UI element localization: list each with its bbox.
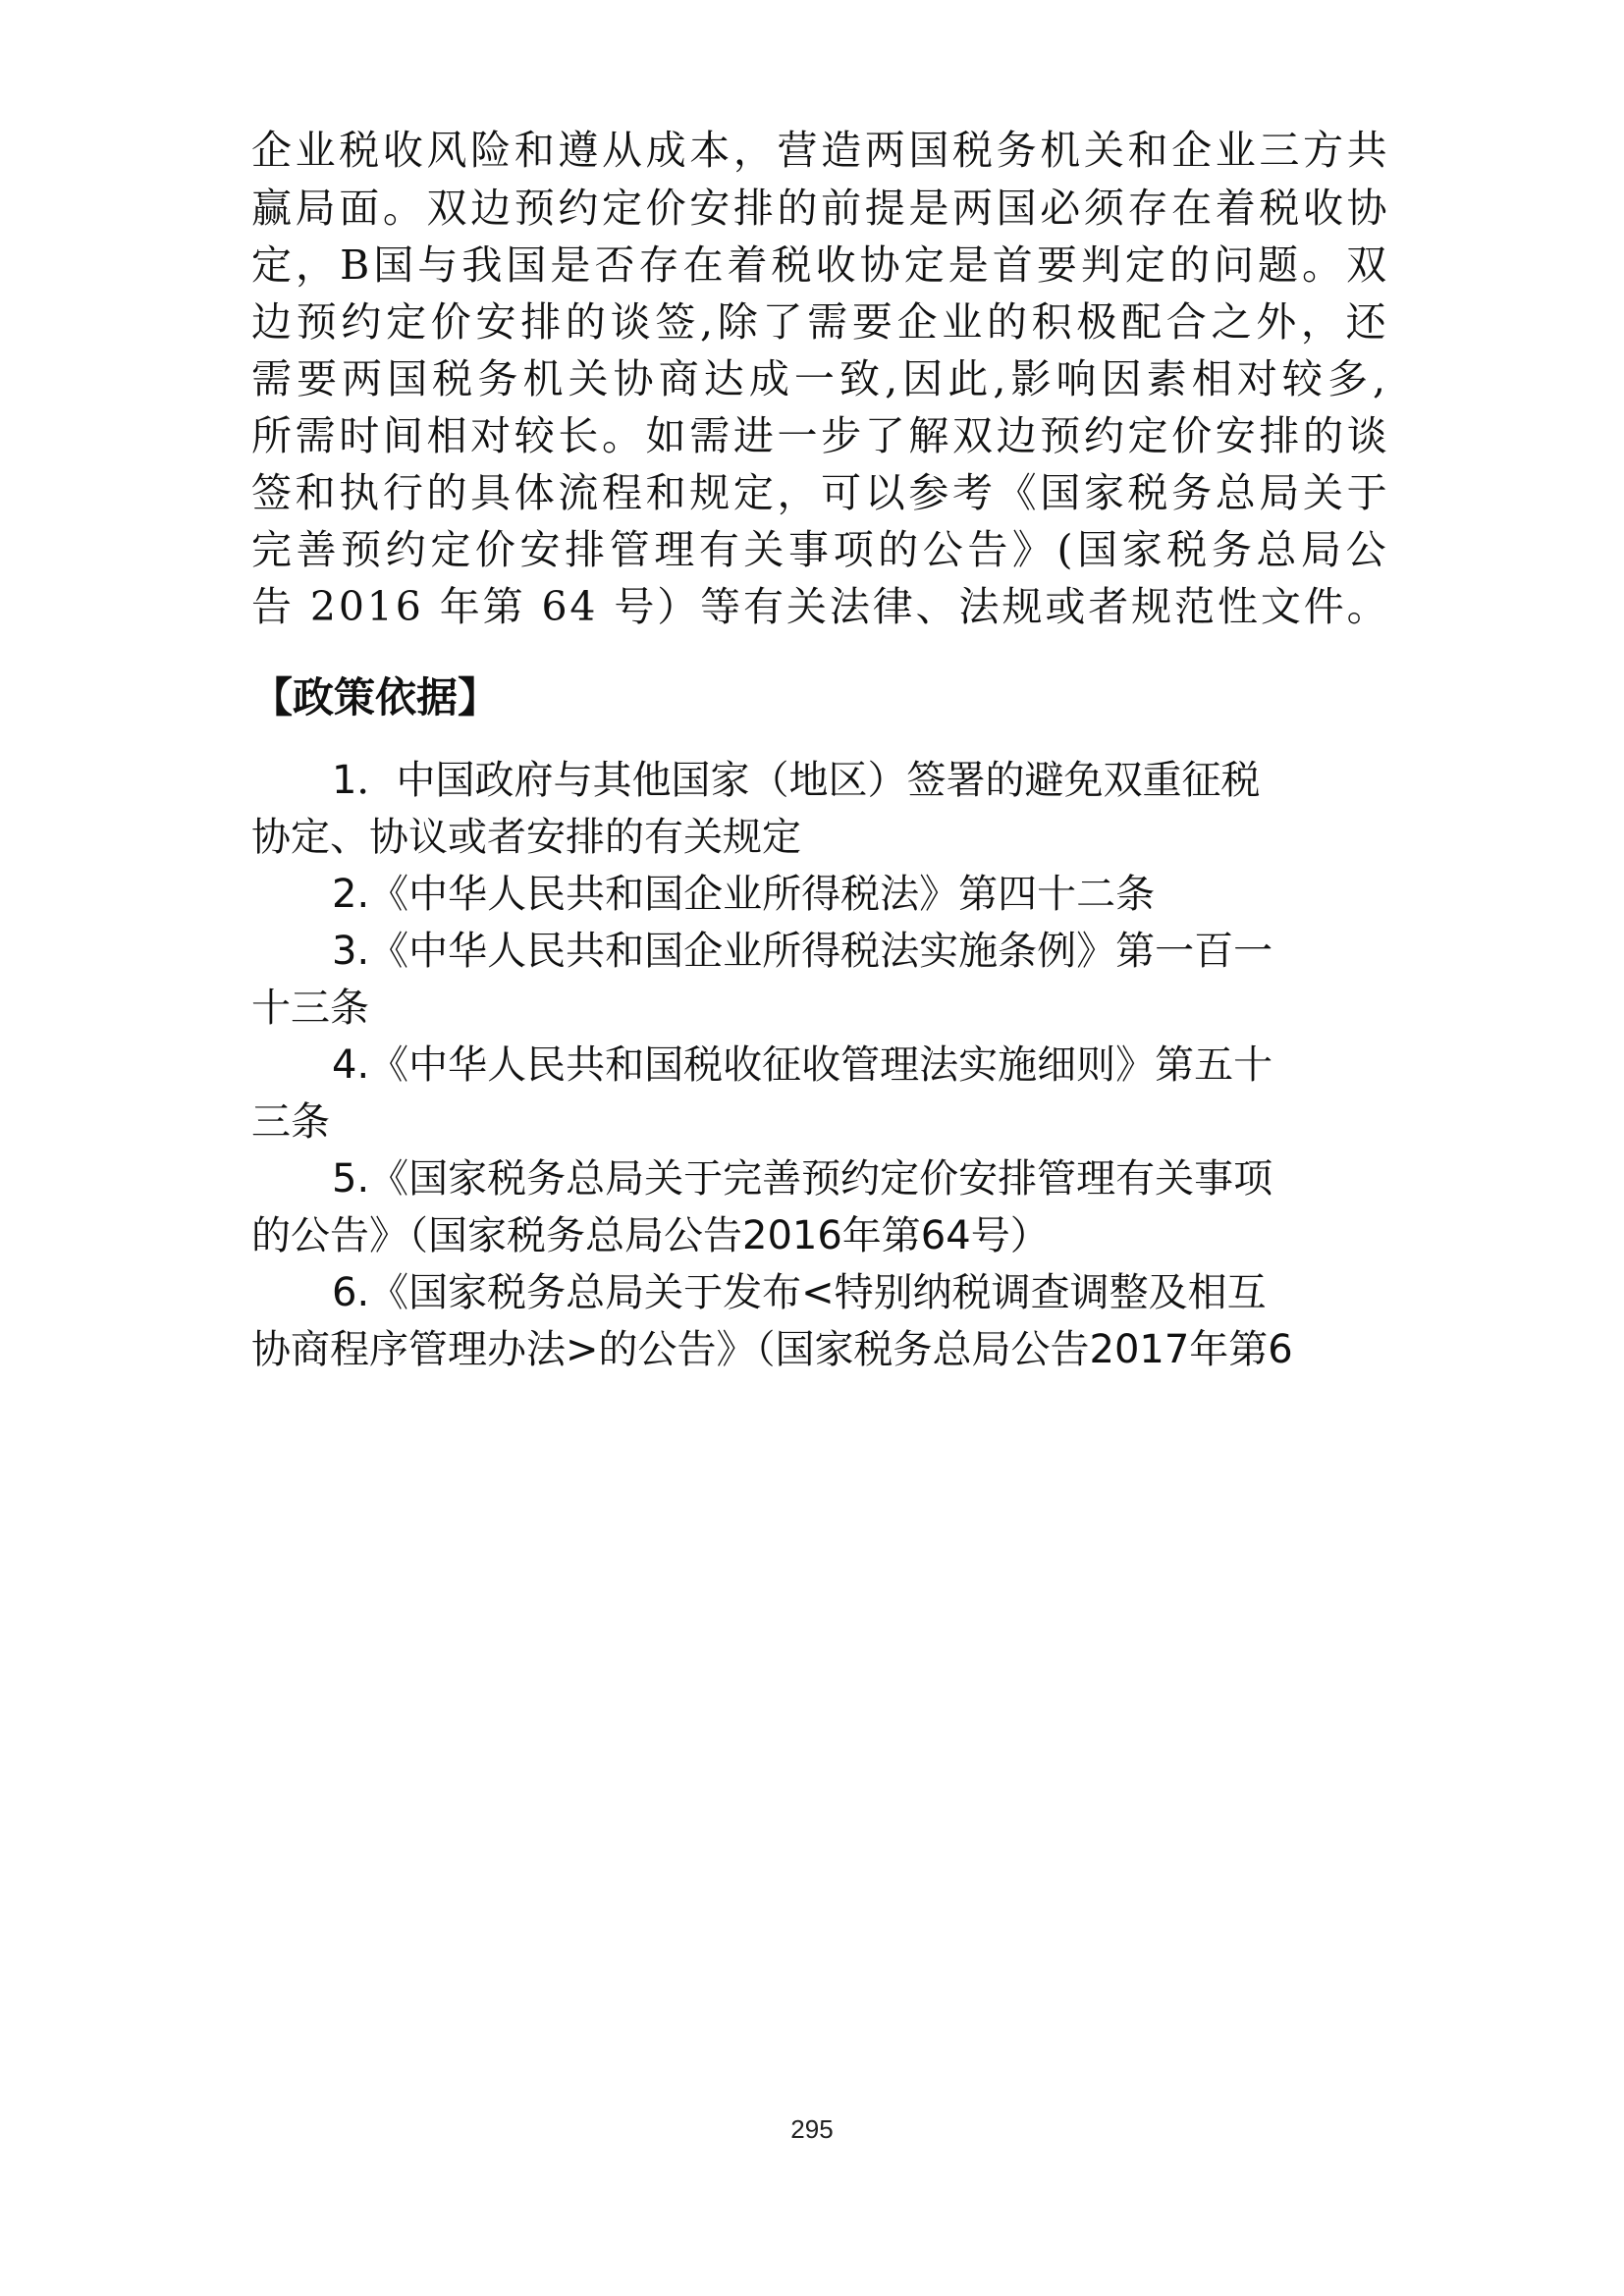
policy-item-3-line-1: 3.《中华人民共和国企业所得税法实施条例》第一百一 (332, 929, 1273, 974)
policy-item-2: 2.《中华人民共和国企业所得税法》第四十二条 (332, 872, 1156, 917)
policy-item-6-line-1: 6.《国家税务总局关于发布<特别纳税调查调整及相互 (332, 1270, 1267, 1315)
policy-item-3-line-2: 十三条 (251, 986, 369, 1031)
policy-item-4-line-1: 4.《中华人民共和国税收征收管理法实施细则》第五十 (332, 1042, 1273, 1088)
page-number: 295 (790, 2114, 834, 2144)
section-heading: 【政策依据】 (251, 673, 500, 721)
body-line-6: 所需时间相对较长。如需进一步了解双边预约定价安排的谈 (251, 412, 1390, 459)
policy-item-5-line-2: 的公告》（国家税务总局公告2016年第64号） (251, 1213, 1050, 1258)
body-line-5: 需要两国税务机关协商达成一致,因此,影响因素相对较多, (251, 355, 1390, 402)
policy-item-5-line-1: 5.《国家税务总局关于完善预约定价安排管理有关事项 (332, 1156, 1273, 1201)
policy-item-6-line-2: 协商程序管理办法>的公告》（国家税务总局公告2017年第6 (251, 1327, 1293, 1372)
body-line-9: 告 2016 年第 64 号）等有关法律、法规或者规范性文件。 (251, 583, 1390, 630)
body-line-4: 边预约定价安排的谈签,除了需要企业的积极配合之外，还 (251, 298, 1390, 346)
policy-item-4-line-2: 三条 (251, 1099, 330, 1145)
body-line-7: 签和执行的具体流程和规定，可以参考《国家税务总局关于 (251, 469, 1390, 516)
body-line-1: 企业税收风险和遵从成本，营造两国税务机关和企业三方共 (251, 127, 1390, 174)
body-line-3: 定，B国与我国是否存在着税收协定是首要判定的问题。双 (251, 241, 1390, 289)
body-line-8: 完善预约定价安排管理有关事项的公告》(国家税务总局公 (251, 526, 1390, 573)
body-line-2: 赢局面。双边预约定价安排的前提是两国必须存在着税收协 (251, 185, 1390, 232)
policy-item-1-line-1: 1．中国政府与其他国家（地区）签署的避免双重征税 (332, 758, 1261, 803)
policy-item-1-line-2: 协定、协议或者安排的有关规定 (251, 815, 801, 860)
